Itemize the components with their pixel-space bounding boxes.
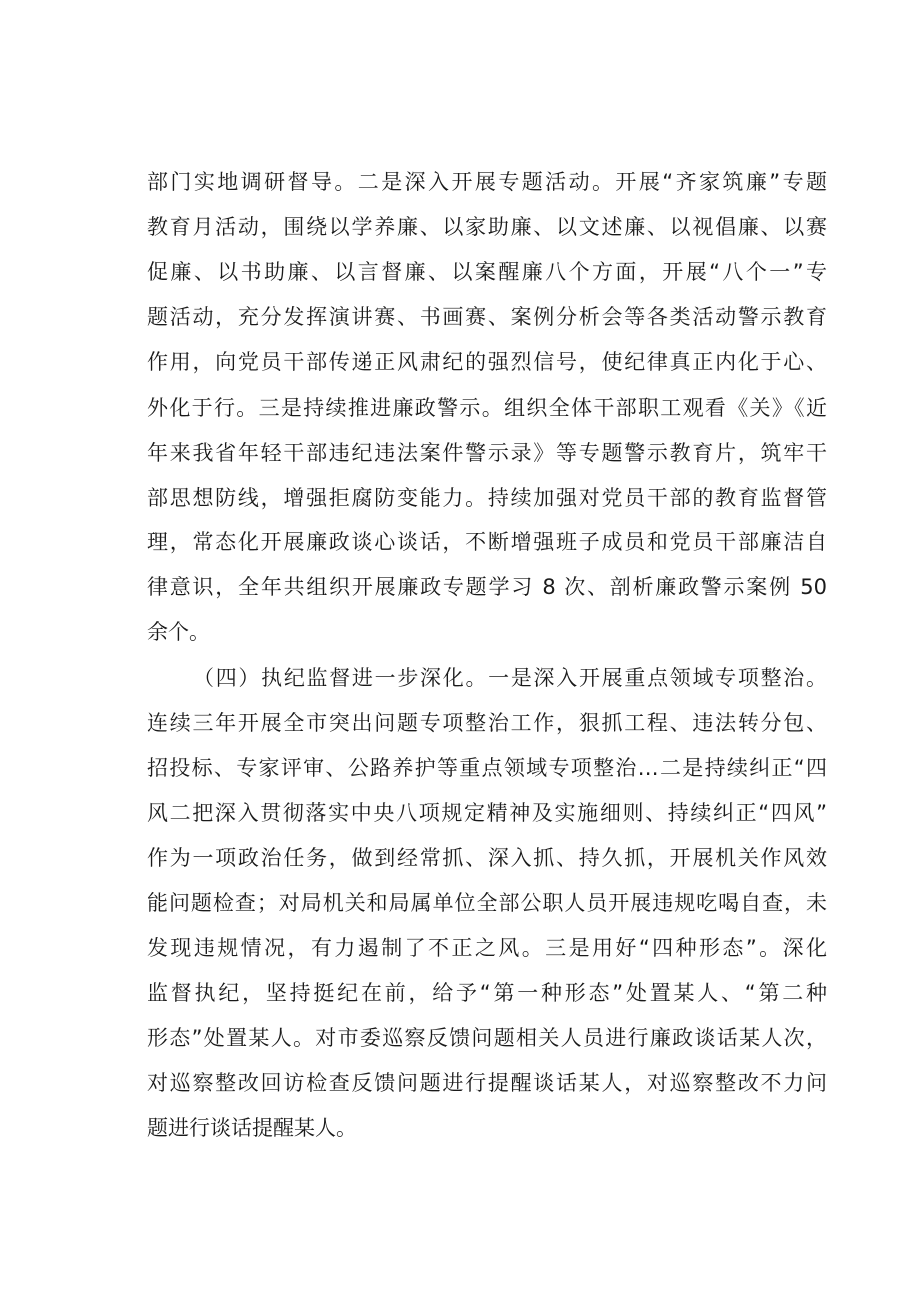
text-line: 教育月活动，围绕以学养廉、以家助廉、以文述廉、以视倡廉、以赛 <box>147 215 827 239</box>
text-line: 理，常态化开展廉政谈心谈话，不断增强班子成员和党员干部廉洁自 <box>147 530 827 554</box>
text-line: 余个。 <box>147 620 210 644</box>
section-heading-line: （四）执纪监督进一步深化。一是深入开展重点领域专项整治。 <box>193 666 827 690</box>
text-line: 外化于行。三是持续推进廉政警示。组织全体干部职工观看《关》《近 <box>147 396 827 420</box>
text-line: 律意识，全年共组织开展廉政专题学习 8 次、剖析廉政警示案例 50 <box>147 575 827 599</box>
text-line: 题活动，充分发挥演讲赛、书画赛、案例分析会等各类活动警示教育 <box>147 305 827 329</box>
text-line: 招投标、专家评审、公路养护等重点领域专项整治…二是持续纠正“四 <box>147 756 827 780</box>
text-line: 促廉、以书助廉、以言督廉、以案醒廉八个方面，开展“八个一”专 <box>147 260 827 284</box>
text-line: 监督执纪，坚持挺纪在前，给予“第一种形态”处置某人、“第二种 <box>147 981 827 1005</box>
text-line: 部思想防线，增强拒腐防变能力。持续加强对党员干部的教育监督管 <box>147 486 827 510</box>
text-line: 发现违规情况，有力遏制了不正之风。三是用好“四种形态”。深化 <box>147 936 827 960</box>
text-line: 题进行谈话提醒某人。 <box>147 1116 357 1140</box>
text-line: 年来我省年轻干部违纪违法案件警示录》等专题警示教育片，筑牢干 <box>147 441 827 465</box>
text-line: 作用，向党员干部传递正风肃纪的强烈信号，使纪律真正内化于心、 <box>147 350 827 374</box>
text-line: 连续三年开展全市突出问题专项整治工作，狠抓工程、违法转分包、 <box>147 711 827 735</box>
text-line: 部门实地调研督导。二是深入开展专题活动。开展“齐家筑廉”专题 <box>147 170 827 194</box>
text-line: 风二把深入贯彻落实中央八项规定精神及实施细则、持续纠正“四风” <box>147 801 827 825</box>
text-line: 形态”处置某人。对市委巡察反馈问题相关人员进行廉政谈话某人次， <box>147 1026 827 1050</box>
text-line: 对巡察整改回访检查反馈问题进行提醒谈话某人，对巡察整改不力问 <box>147 1071 827 1095</box>
text-line: 能问题检查；对局机关和局属单位全部公职人员开展违规吃喝自查，未 <box>147 891 827 915</box>
text-line: 作为一项政治任务，做到经常抓、深入抓、持久抓，开展机关作风效 <box>147 846 827 870</box>
